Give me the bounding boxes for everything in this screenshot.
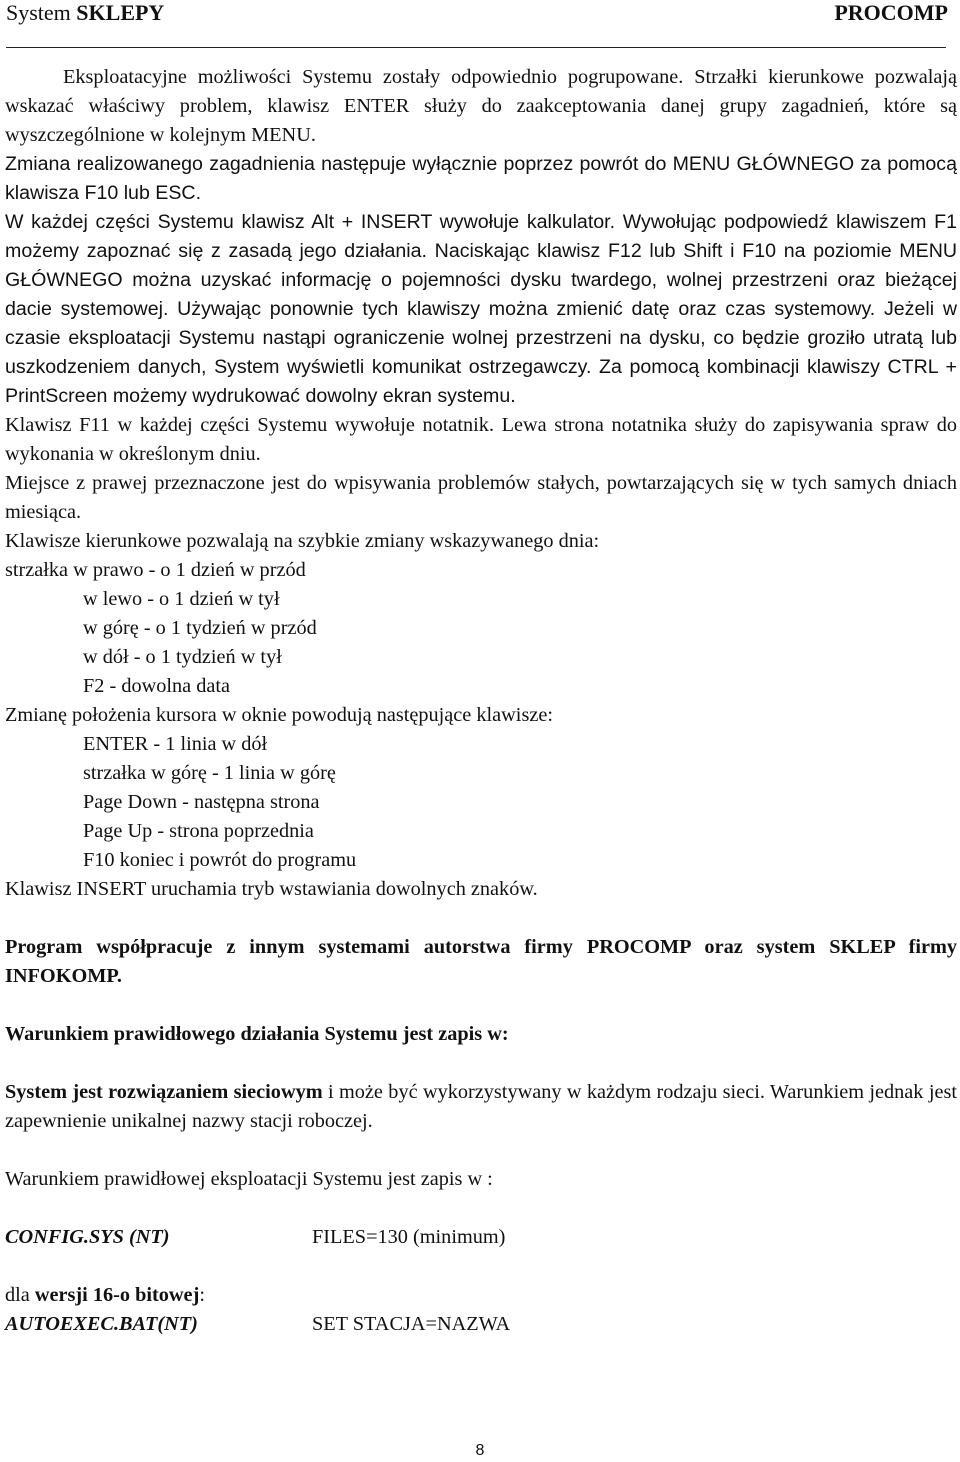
header-rule	[6, 47, 946, 48]
config-row	[5, 1223, 957, 1252]
cursor-item: F10 koniec i powrót do programu	[83, 849, 357, 871]
autoexec-value: SET STACJA=NAZWA	[312, 1313, 511, 1335]
arrows-item: w lewo - o 1 dzień w tył	[83, 588, 280, 610]
spacer	[5, 904, 957, 933]
spacer	[5, 1252, 957, 1281]
arrows-first: strzałka w prawo - o 1 dzień w przód	[5, 559, 306, 581]
paragraph-notepad-right: Miejsce z prawej przeznaczone jest do wpisywania problemów stałych, powtarzających się w tych samych dniach miesiąca.	[5, 472, 957, 523]
header-right: PROCOMP	[834, 0, 948, 25]
arrows-intro: Klawisze kierunkowe pozwalają na szybkie zmiany wskazywanego dnia:	[5, 530, 600, 552]
cursor-item: strzałka w górę - 1 linia w górę	[83, 762, 336, 784]
spacer	[5, 1049, 957, 1078]
insert-line: Klawisz INSERT uruchamia tryb wstawiania dowolnych znaków.	[5, 878, 538, 900]
spacer	[5, 991, 957, 1020]
arrows-item: w górę - o 1 tydzień w przód	[83, 617, 317, 639]
paragraph-notepad: Klawisz F11 w każdej części Systemu wywołuje notatnik. Lewa strona notatnika służy do zapisywania spraw do wykonania w określonym dniu.	[5, 414, 957, 465]
version-suffix: :	[199, 1284, 205, 1306]
autoexec-label: AUTOEXEC.BAT(NT)	[5, 1313, 198, 1335]
config-value: FILES=130 (minimum)	[312, 1226, 506, 1248]
paragraph-menu-return: Zmiana realizowanego zagadnienia następuje wyłącznie poprzez powrót do MENU GŁÓWNEGO za pomocą klawisza F10 lub ESC.	[5, 153, 957, 204]
header-left	[6, 0, 164, 26]
network-bold: System jest rozwiązaniem sieciowym	[5, 1081, 323, 1103]
cursor-item: Page Up - strona poprzednia	[83, 820, 314, 842]
version-bold: wersji 16-o bitowej	[34, 1284, 200, 1306]
page-header	[6, 0, 948, 28]
spacer	[5, 1194, 957, 1223]
page-number: 8	[475, 1442, 485, 1459]
arrows-item: w dół - o 1 tydzień w tył	[83, 646, 282, 668]
network-rest: i może być wykorzystywany w każdym rodzaju sieci. Warunkiem jednak jest zapewnienie unikalnej nazwy stacji roboczej.	[5, 1081, 957, 1132]
requirement-heading: Warunkiem prawidłowego działania Systemu jest zapis w:	[5, 1023, 509, 1045]
version-prefix: dla	[5, 1284, 35, 1306]
paragraph-network	[5, 1078, 957, 1136]
paragraph-cooperation: Program współpracuje z innym systemami autorstwa firmy PROCOMP oraz system SKLEP firmy INFOKOMP.	[5, 936, 957, 987]
header-sklepy: SKLEPY	[76, 0, 165, 25]
cursor-item: Page Down - następna strona	[83, 791, 320, 813]
arrows-item: F2 - dowolna data	[83, 675, 231, 697]
autoexec-row	[5, 1310, 957, 1339]
exploit-line: Warunkiem prawidłowej eksploatacji Systemu jest zapis w :	[5, 1168, 493, 1190]
cursor-intro: Zmianę położenia kursora w oknie powodują następujące klawisze:	[5, 704, 553, 726]
spacer	[5, 1136, 957, 1165]
header-system: System	[6, 0, 77, 25]
paragraph-grouping: Eksploatacyjne możliwości Systemu zostały odpowiednio pogrupowane. Strzałki kierunkowe pozwalają wskazać właściwy problem, klawisz ENTER służy do zaakceptowania danej grupy zagadnień, które są wyszczególnione w kolejnym MENU.	[5, 66, 957, 146]
config-label: CONFIG.SYS (NT)	[5, 1226, 170, 1248]
document-body	[5, 63, 957, 1339]
version-line	[5, 1281, 957, 1310]
cursor-item: ENTER - 1 linia w dół	[83, 733, 268, 755]
paragraph-keys: W każdej części Systemu klawisz Alt + INSERT wywołuje kalkulator. Wywołując podpowiedź klawiszem F1 możemy zapoznać się z zasadą jego działania. Naciskając klawisz F12 lub Shift i F10 na poziomie MENU GŁÓWNEGO można uzyskać informację o pojemności dysku twardego, wolnej przestrzeni oraz bieżącej dacie systemowej. Używając ponownie tych klawiszy można zmienić datę oraz czas systemowy. Jeżeli w czasie eksploatacji Systemu nastąpi ograniczenie wolnej przestrzeni na dysku, co będzie groziło utratą lub uszkodzeniem danych, System wyświetli komunikat ostrzegawczy. Za pomocą kombinacji klawiszy CTRL + PrintScreen możemy wydrukować dowolny ekran systemu.	[5, 211, 957, 407]
